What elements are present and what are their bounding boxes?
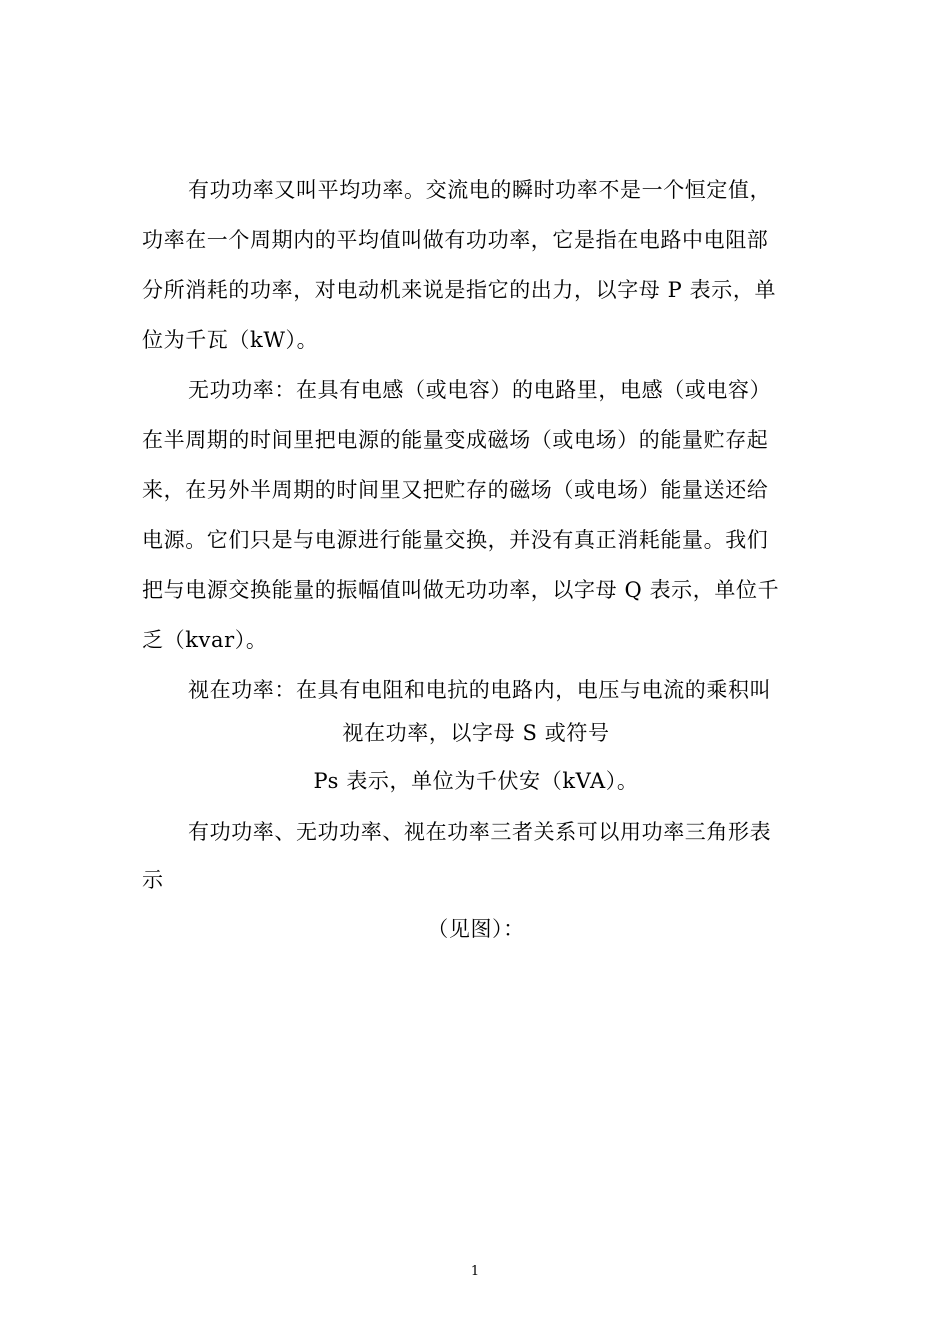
paragraph-reactive-power-line-1: 无功功率：在具有电感（或电容）的电路里，电感（或电容） — [188, 378, 772, 402]
paragraph-relationship-line-2: 示 — [142, 868, 164, 892]
paragraph-reactive-power-line-2: 在半周期的时间里把电源的能量变成磁场（或电场）的能量贮存起 — [142, 428, 769, 452]
paragraph-active-power-line-1: 有功功率又叫平均功率。交流电的瞬时功率不是一个恒定值， — [188, 178, 772, 202]
paragraph-apparent-power-line-2: 视在功率，以字母 S 或符号 — [342, 721, 610, 745]
paragraph-active-power-line-3: 分所消耗的功率，对电动机来说是指它的出力，以字母 P 表示，单 — [142, 278, 777, 302]
paragraph-reactive-power-line-6: 乏（kvar）。 — [142, 628, 268, 652]
page-number: 1 — [470, 1264, 480, 1279]
paragraph-active-power-line-4: 位为千瓦（kW）。 — [142, 328, 319, 352]
paragraph-active-power-line-2: 功率在一个周期内的平均值叫做有功功率，它是指在电路中电阻部 — [142, 228, 769, 252]
paragraph-reactive-power-line-4: 电源。它们只是与电源进行能量交换，并没有真正消耗能量。我们 — [142, 528, 769, 552]
see-figure-caption: （见图）： — [427, 917, 525, 941]
paragraph-apparent-power-line-1: 视在功率：在具有电阻和电抗的电路内，电压与电流的乘积叫 — [188, 678, 772, 702]
paragraph-reactive-power-line-5: 把与电源交换能量的振幅值叫做无功功率，以字母 Q 表示，单位千 — [142, 578, 780, 602]
paragraph-apparent-power-line-3: Ps 表示，单位为千伏安（kVA）。 — [313, 769, 639, 793]
paragraph-relationship-line-1: 有功功率、无功功率、视在功率三者关系可以用功率三角形表 — [188, 820, 772, 844]
paragraph-reactive-power-line-3: 来，在另外半周期的时间里又把贮存的磁场（或电场）能量送还给 — [142, 478, 769, 502]
